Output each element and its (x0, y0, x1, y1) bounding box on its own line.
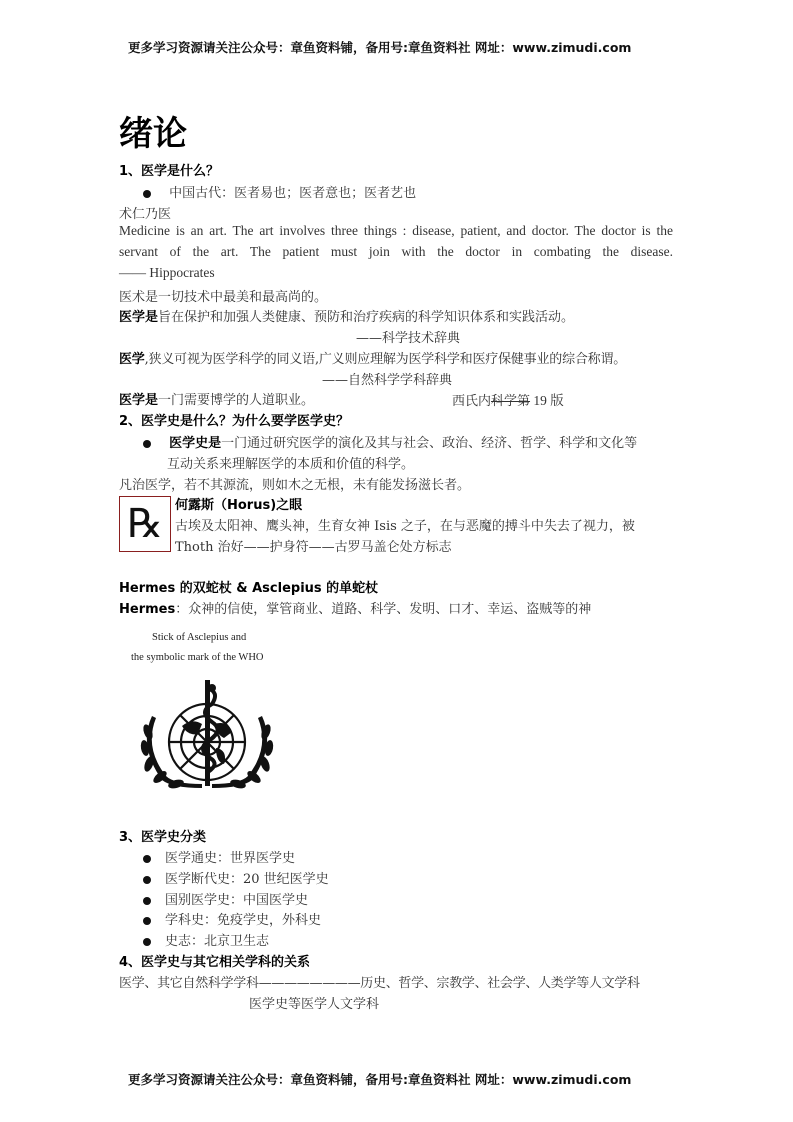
who-emblem-icon (132, 676, 282, 794)
list-item (143, 868, 329, 887)
definition-source: ——科学技术辞典 (356, 331, 461, 346)
horus-text-line-2: Thoth 治好——护身符——古罗马盖仑处方标志 (175, 540, 452, 555)
horus-text-line-1: 古埃及太阳神、鹰头神，生育女神 Isis 之子，在与恶魔的搏斗中失去了视力，被 (175, 519, 635, 534)
list-item (143, 847, 295, 866)
page-title: 绪论 (119, 114, 187, 154)
quote-attribution: —— Hippocrates (119, 265, 215, 280)
bullet-icon (143, 938, 151, 946)
list-item (143, 432, 637, 451)
source-part: 西氏内 (452, 394, 492, 409)
bullet-icon (143, 440, 151, 448)
quote-line: 凡治医学，若不其源流，则如木之无根，未有能发扬滋长者。 (119, 478, 471, 493)
list-item-text: 学科史：免疫学史，外科史 (165, 913, 322, 928)
definition-source (452, 389, 564, 409)
relation-line-1: 医学、其它自然科学学科————————历史、哲学、宗教学、社会学、人类学等人文学科 (119, 976, 640, 991)
list-item (143, 182, 416, 201)
list-item (143, 889, 308, 908)
list-item-text (169, 436, 637, 451)
definition-text: 一门通过研究医学的演化及其与社会、政治、经济、哲学、科学和文化等 (221, 436, 638, 451)
hermes-line (119, 598, 591, 617)
list-item-text: 国别医学史：中国医学史 (165, 893, 309, 908)
source-part-struck: 科学第 (491, 394, 531, 409)
definition-text: 一门需要博学的人道职业。 (158, 393, 315, 408)
list-item (143, 930, 269, 949)
list-item-text: 史志：北京卫生志 (165, 934, 270, 949)
section-3-heading: 3、医学史分类 (119, 830, 207, 845)
hermes-term: Hermes (119, 602, 176, 617)
rx-icon (119, 496, 171, 552)
definition-term: 医学是 (119, 393, 159, 408)
hermes-title: Hermes 的双蛇杖 & Asclepius 的单蛇杖 (119, 581, 379, 596)
definition-3 (119, 389, 314, 408)
definition-term: 医学 (119, 352, 145, 367)
definition-source: ——自然科学学科辞典 (322, 373, 453, 388)
definition-term: 医学是 (119, 310, 159, 325)
definition-text: ,狭义可视为医学科学的同义语,广义则应理解为医学科学和医疗保健事业的综合称谓。 (144, 352, 627, 367)
definition-1 (119, 306, 574, 325)
list-item-continuation: 互动关系来理解医学的本质和价值的科学。 (167, 457, 415, 472)
bullet-icon (143, 855, 151, 863)
text-line: 医术是一切技术中最美和最高尚的。 (119, 290, 328, 305)
section-1-heading: 1、医学是什么？ (119, 164, 220, 179)
hermes-text: ：众神的信使，掌管商业、道路、科学、发明、口才、幸运、盗贼等的神 (175, 602, 592, 617)
bullet-icon (143, 917, 151, 925)
figure-caption-line-1: Stick of Asclepius and (152, 632, 247, 643)
list-item-text: 医学断代史：20 世纪医学史 (165, 872, 329, 887)
page-header: 更多学习资源请关注公众号：章鱼资料铺，备用号:章鱼资料社 网址：www.zimudi.com (128, 40, 632, 55)
rx-symbol: ℞ (127, 501, 163, 547)
section-4-heading: 4、医学史与其它相关学科的关系 (119, 955, 311, 970)
section-2-heading: 2、医学史是什么？为什么要学医学史？ (119, 414, 350, 429)
list-item (143, 909, 321, 928)
bullet-icon (143, 876, 151, 884)
english-quote-line-2: servant of the art. The patient must join with the doctor in combating the disease. (119, 244, 673, 259)
list-item-text: 医学通史：世界医学史 (165, 851, 296, 866)
definition-2 (119, 348, 626, 367)
list-item-text: 中国古代：医者易也；医者意也；医者艺也 (169, 186, 417, 201)
bullet-icon (143, 897, 151, 905)
page-footer: 更多学习资源请关注公众号：章鱼资料铺，备用号:章鱼资料社 网址：www.zimudi.com (128, 1072, 632, 1087)
bullet-icon (143, 190, 151, 198)
relation-line-2: 医学史等医学人文学科 (249, 997, 380, 1012)
horus-title: 何露斯（Horus)之眼 (175, 498, 303, 513)
source-part: 19 版 (530, 393, 564, 408)
figure-caption-line-2: the symbolic mark of the WHO (131, 652, 264, 663)
english-quote-line-1: Medicine is an art. The art involves three things : disease, patient, and doctor. The doctor is the (119, 223, 673, 238)
definition-term: 医学史是 (169, 436, 222, 451)
definition-text: 旨在保护和加强人类健康、预防和治疗疾病的科学知识体系和实践活动。 (158, 310, 575, 325)
text-line: 术仁乃医 (119, 207, 172, 222)
